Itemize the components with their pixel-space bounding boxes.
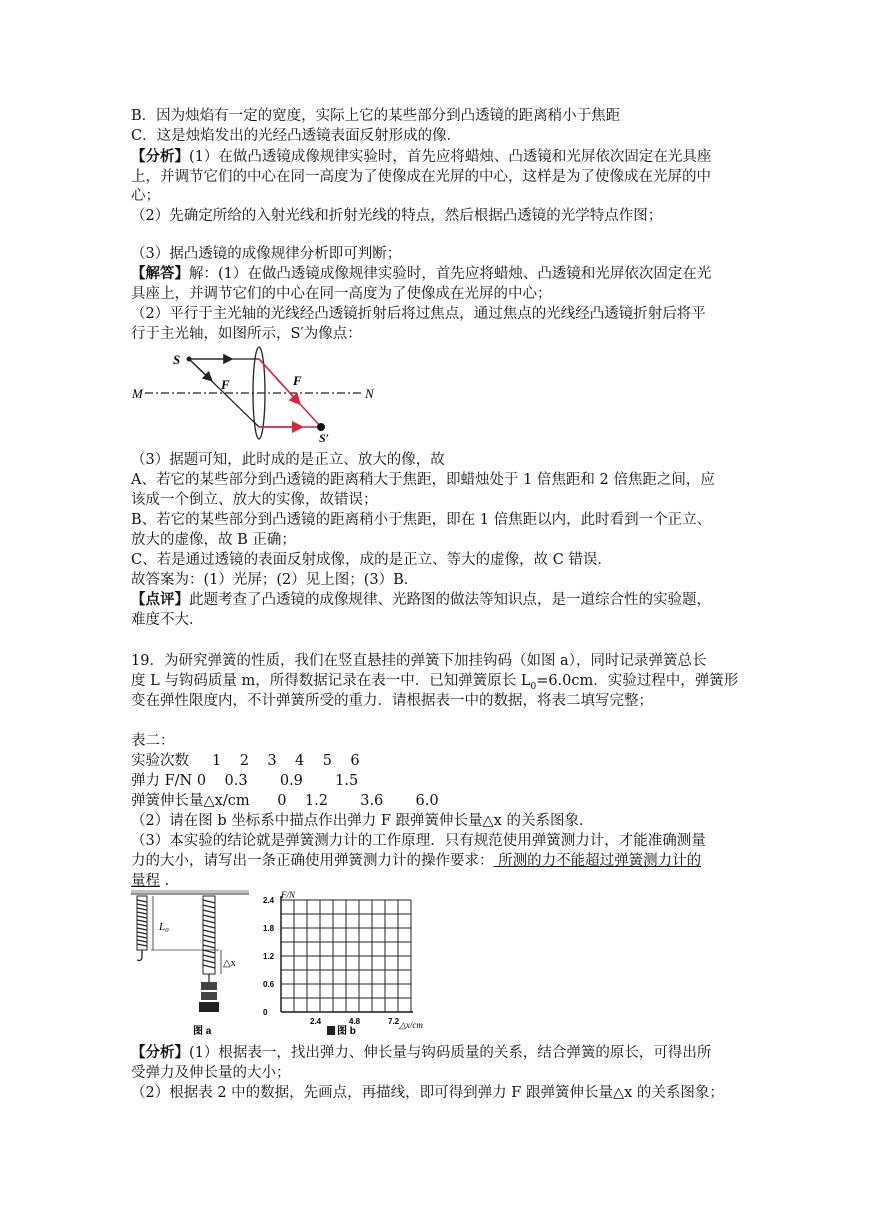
label-m: M <box>132 386 143 401</box>
y-tick-label: 2.4 <box>263 896 275 905</box>
answer-line: 故答案为：(1）光屏；(2）见上图；(3）B． <box>131 572 419 588</box>
weight-3 <box>199 1002 219 1012</box>
weight-1 <box>201 982 217 990</box>
spring-2 <box>199 896 219 1012</box>
label-fig-b: 图 b <box>337 1026 356 1037</box>
comment-tag: 【点评】 <box>131 591 189 608</box>
solution-line-5: （3）据题可知，此时成的是正立、放大的像，故 <box>131 452 445 468</box>
question-19-line-1: 19．为研究弹簧的性质，我们在竖直悬挂的弹簧下加挂钩码（如图 a），同时记录弹簧总长 <box>131 653 707 669</box>
analysis-tag: 【分析】 <box>131 148 189 165</box>
analysis-line-5: （3）据凸透镜的成像规律分析即可判断； <box>131 246 402 262</box>
x-tick-label: 7.2 <box>388 1017 400 1026</box>
solution-text-1: 解：(1）在做凸透镜成像规律实验时，首先应将蜡烛、凸透镜和光屏依次固定在光 <box>189 266 712 282</box>
spring-1-coils <box>137 900 147 946</box>
image-point-s-prime <box>317 423 325 431</box>
label-s-prime: S′ <box>319 431 330 443</box>
analysis-line-1 <box>131 147 711 167</box>
point-s <box>187 357 192 362</box>
q19-answer-underlined-2: 量程 <box>131 873 160 889</box>
x-tick-label: 4.8 <box>349 1017 361 1026</box>
y-tick-label: 0.6 <box>263 980 275 989</box>
question-19-part-3-line-2 <box>131 851 701 871</box>
solution-line-10: C、若是通过透镜的表面反射成像，成的是正立、等大的虚像，故 C 错误． <box>131 552 612 568</box>
y-tick-label: 1.8 <box>263 924 275 933</box>
analysis-2-tag: 【分析】 <box>131 1044 189 1061</box>
table2-row-force: 弹力 F/N 0 0.3 0.9 1.5 <box>131 773 359 789</box>
analysis-text-1: (1）在做凸透镜成像规律实验时，首先应将蜡烛、凸透镜和光屏依次固定在光具座 <box>189 149 712 165</box>
label-l0: L₀ <box>159 921 169 933</box>
comment-line-2: 难度不大． <box>131 612 204 628</box>
analysis-2-line-2: 受弹力及伸长量的大小； <box>131 1065 291 1081</box>
solution-line-8: B、若它的某些部分到凸透镜的距离稍小于焦距，即在 1 倍焦距以内，此时看到一个正立、 <box>131 512 712 528</box>
spring-2-coils <box>203 900 215 968</box>
solution-line-3: （2）平行于主光轴的光线经凸透镜折射后将过焦点，通过焦点的光线经凸透镜折射后将平 <box>131 306 706 322</box>
solution-tag: 【解答】 <box>131 265 189 282</box>
table2-row-extension: 弹簧伸长量△x/cm 0 1.2 3.6 6.0 <box>131 793 439 809</box>
spring-1-hook <box>137 950 142 961</box>
spring-figures <box>131 888 441 1038</box>
weight-2 <box>201 992 217 1000</box>
label-fig-a: 图 a <box>193 1026 212 1037</box>
incident-ray-focal-arrow <box>189 359 211 380</box>
spring-1 <box>137 896 147 961</box>
analysis-line-4: （2）先确定所给的入射光线和折射光线的特点，然后根据凸透镜的光学特点作图； <box>131 208 663 224</box>
lens-ray-diagram <box>131 345 381 443</box>
question-19-part-3-line-1: （3）本实验的结论就是弹簧测力计的工作原理．只有规范使用弹簧测力计，才能准确测量 <box>131 833 706 849</box>
y-tick-labels <box>263 896 275 1017</box>
q19-answer-underlined-1: 所测的力不能超过弹簧测力计的 <box>493 853 702 869</box>
q19-period: ． <box>160 873 180 889</box>
figure-a <box>131 890 249 1037</box>
option-b-line: B．因为烛焰有一定的宽度，实际上它的某些部分到凸透镜的距离稍小于焦距 <box>131 108 621 124</box>
solution-line-9: 放大的虚像，故 B 正确； <box>131 532 296 548</box>
solution-line-1 <box>131 264 711 284</box>
question-19-line-3: 变在弹性限度内，不计弹簧所受的重力．请根据表一中的数据，将表二填写完整； <box>131 693 653 709</box>
label-f-right: F <box>293 373 302 388</box>
comment-line-1 <box>131 590 711 610</box>
q19-text-a: 度 L 与钩码质量 m，所得数据记录在表一中．已知弹簧原长 L <box>131 673 531 689</box>
analysis-line-2: 上，并调节它们的中心在同一高度为了使像成在光屏的中心，这样是为了使像成在光屏的中 <box>131 169 711 185</box>
y-axis-label: F/N <box>281 890 296 900</box>
y-tick-label: 0 <box>263 1008 268 1017</box>
ceiling-hatch <box>131 890 249 894</box>
x-tick-labels <box>310 1017 400 1026</box>
solution-line-4: 行于主光轴，如图所示，S′为像点： <box>131 326 362 342</box>
fig-b-marker <box>327 1026 335 1035</box>
y-tick-label: 1.2 <box>263 952 275 961</box>
q19-subscript: 0 <box>530 681 537 692</box>
label-dx: △x <box>223 958 236 969</box>
question-19-part-2: （2）请在图 b 坐标系中描点作出弹力 F 跟弹簧伸长量△x 的关系图象． <box>131 813 594 829</box>
solution-line-2: 具座上，并调节它们的中心在同一高度为了使像成在光屏的中心； <box>131 286 552 302</box>
grid <box>281 900 411 1012</box>
x-axis-label: △x/cm <box>399 1020 423 1030</box>
analysis-2-line-3: （2）根据表 2 中的数据，先画点，再描线，即可得到弹力 F 跟弹簧伸长量△x 的关系图象； <box>131 1085 724 1101</box>
x-tick-label: 2.4 <box>310 1017 322 1026</box>
label-s: S <box>173 352 181 367</box>
figure-b-graph <box>263 890 423 1037</box>
solution-line-7: 该成一个倒立、放大的实像，故错误； <box>131 492 378 508</box>
q19-text-b: =6.0cm．实验过程中，弹簧形 <box>536 673 739 689</box>
analysis-2-text-1: (1）根据表一，找出弹力、伸长量与钩码质量的关系，结合弹簧的原长，可得出所 <box>189 1045 712 1061</box>
table2-row-trials: 实验次数 1 2 3 4 5 6 <box>131 753 360 769</box>
analysis-line-3: 心； <box>131 188 160 204</box>
label-f-left: F <box>221 377 230 392</box>
comment-text-1: 此题考查了凸透镜的成像规律、光路图的做法等知识点，是一道综合性的实验题， <box>189 592 711 608</box>
solution-line-6: A、若它的某些部分到凸透镜的距离稍大于焦距，即蜡烛处于 1 倍焦距和 2 倍焦距之间，应 <box>131 472 715 488</box>
table2-title: 表二： <box>131 733 175 749</box>
option-c-line: C．这是烛焰发出的光经凸透镜表面反射形成的像． <box>131 128 462 144</box>
q19-part3-text: 力的大小，请写出一条正确使用弹簧测力计的操作要求： <box>131 853 494 869</box>
analysis-2-line-1 <box>131 1043 711 1063</box>
label-n: N <box>365 386 374 401</box>
